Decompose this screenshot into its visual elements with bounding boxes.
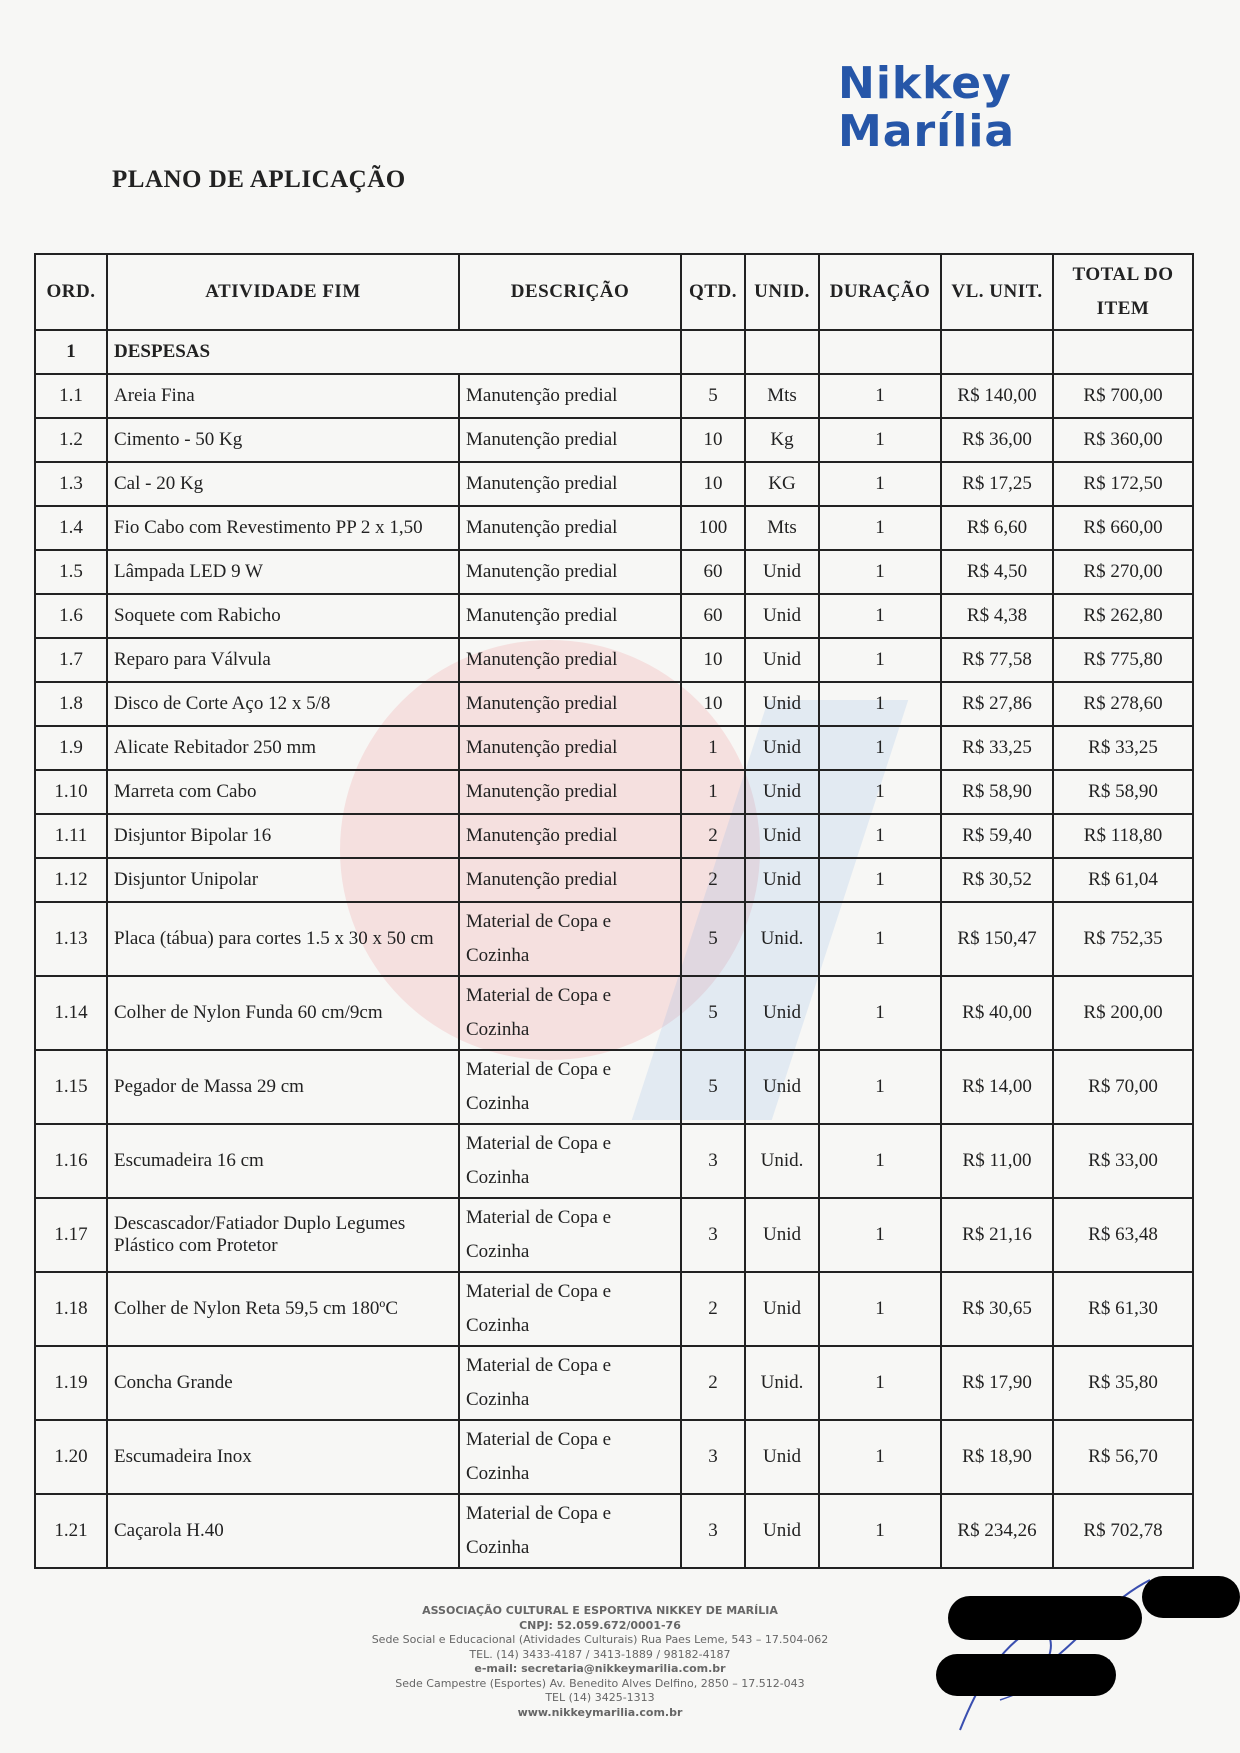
row-duracao: 1	[819, 638, 941, 682]
row-descricao: Manutenção predial	[459, 638, 681, 682]
row-vl-unit: R$ 11,00	[941, 1124, 1053, 1198]
table-row	[35, 1346, 1193, 1420]
footer-tel-1: TEL. (14) 3433-4187 / 3413-1889 / 98182-4187	[469, 1647, 731, 1661]
row-atividade: Reparo para Válvula	[107, 638, 459, 682]
section-row	[35, 330, 1193, 374]
row-atividade: Soquete com Rabicho	[107, 594, 459, 638]
row-total: R$ 70,00	[1053, 1050, 1193, 1124]
row-duracao: 1	[819, 976, 941, 1050]
row-duracao: 1	[819, 1198, 941, 1272]
table-row	[35, 594, 1193, 638]
footer-email: e-mail: secretaria@nikkeymarilia.com.br	[474, 1662, 726, 1675]
empty-cell	[745, 330, 819, 374]
row-ord: 1.4	[35, 506, 107, 550]
row-ord: 1.18	[35, 1272, 107, 1346]
table-row	[35, 1420, 1193, 1494]
row-unid: Unid	[745, 638, 819, 682]
row-qtd: 3	[681, 1420, 745, 1494]
row-qtd: 1	[681, 770, 745, 814]
empty-cell	[1053, 330, 1193, 374]
row-ord: 1.6	[35, 594, 107, 638]
row-ord: 1.11	[35, 814, 107, 858]
row-unid: Unid.	[745, 1124, 819, 1198]
row-unid: Unid	[745, 976, 819, 1050]
row-total: R$ 278,60	[1053, 682, 1193, 726]
row-descricao: Manutenção predial	[459, 506, 681, 550]
row-unid: Unid	[745, 770, 819, 814]
footer-org: ASSOCIAÇÃO CULTURAL E ESPORTIVA NIKKEY DE MARÍLIA	[422, 1604, 778, 1617]
row-duracao: 1	[819, 1420, 941, 1494]
footer-address	[300, 1604, 900, 1720]
row-descricao: Manutenção predial	[459, 462, 681, 506]
footer-sede-campestre: Sede Campestre (Esportes) Av. Benedito Alves Delfino, 2850 – 17.512-043	[395, 1676, 805, 1690]
row-atividade: Colher de Nylon Reta 59,5 cm 180ºC	[107, 1272, 459, 1346]
row-qtd: 10	[681, 462, 745, 506]
row-duracao: 1	[819, 1346, 941, 1420]
row-duracao: 1	[819, 418, 941, 462]
row-qtd: 10	[681, 638, 745, 682]
table-row	[35, 506, 1193, 550]
row-qtd: 5	[681, 902, 745, 976]
row-descricao: Material de Copa e Cozinha	[459, 1050, 681, 1124]
row-total: R$ 61,04	[1053, 858, 1193, 902]
row-total: R$ 660,00	[1053, 506, 1193, 550]
row-descricao: Manutenção predial	[459, 550, 681, 594]
row-ord: 1.14	[35, 976, 107, 1050]
row-vl-unit: R$ 140,00	[941, 374, 1053, 418]
row-duracao: 1	[819, 814, 941, 858]
col-total: TOTAL DO ITEM	[1053, 254, 1193, 330]
row-unid: Kg	[745, 418, 819, 462]
row-descricao: Material de Copa e Cozinha	[459, 1124, 681, 1198]
row-unid: KG	[745, 462, 819, 506]
row-vl-unit: R$ 77,58	[941, 638, 1053, 682]
section-ord: 1	[35, 330, 107, 374]
row-qtd: 5	[681, 1050, 745, 1124]
row-vl-unit: R$ 4,38	[941, 594, 1053, 638]
row-qtd: 60	[681, 550, 745, 594]
row-ord: 1.13	[35, 902, 107, 976]
row-duracao: 1	[819, 594, 941, 638]
row-ord: 1.10	[35, 770, 107, 814]
row-total: R$ 702,78	[1053, 1494, 1193, 1568]
row-total: R$ 61,30	[1053, 1272, 1193, 1346]
row-descricao: Material de Copa e Cozinha	[459, 1272, 681, 1346]
row-unid: Unid	[745, 1050, 819, 1124]
row-unid: Unid	[745, 726, 819, 770]
row-total: R$ 35,80	[1053, 1346, 1193, 1420]
footer-sede-social: Sede Social e Educacional (Atividades Culturais) Rua Paes Leme, 543 – 17.504-062	[371, 1633, 829, 1646]
row-atividade: Escumadeira 16 cm	[107, 1124, 459, 1198]
row-descricao: Material de Copa e Cozinha	[459, 976, 681, 1050]
row-unid: Unid.	[745, 902, 819, 976]
table-row	[35, 726, 1193, 770]
row-descricao: Manutenção predial	[459, 858, 681, 902]
col-ord: ORD.	[35, 254, 107, 330]
row-descricao: Material de Copa e Cozinha	[459, 1420, 681, 1494]
application-plan-table	[34, 253, 1194, 1569]
row-vl-unit: R$ 40,00	[941, 976, 1053, 1050]
row-ord: 1.2	[35, 418, 107, 462]
row-ord: 1.7	[35, 638, 107, 682]
table-row	[35, 682, 1193, 726]
row-unid: Unid	[745, 1272, 819, 1346]
row-duracao: 1	[819, 1050, 941, 1124]
row-qtd: 3	[681, 1124, 745, 1198]
row-vl-unit: R$ 36,00	[941, 418, 1053, 462]
table-row	[35, 638, 1193, 682]
row-atividade: Disjuntor Bipolar 16	[107, 814, 459, 858]
row-atividade: Alicate Rebitador 250 mm	[107, 726, 459, 770]
row-vl-unit: R$ 59,40	[941, 814, 1053, 858]
row-qtd: 10	[681, 418, 745, 462]
row-total: R$ 360,00	[1053, 418, 1193, 462]
row-unid: Unid	[745, 1198, 819, 1272]
row-atividade: Disjuntor Unipolar	[107, 858, 459, 902]
footer-cnpj: CNPJ: 52.059.672/0001-76	[519, 1618, 681, 1632]
row-unid: Unid	[745, 814, 819, 858]
row-vl-unit: R$ 18,90	[941, 1420, 1053, 1494]
row-unid: Unid	[745, 1494, 819, 1568]
row-duracao: 1	[819, 682, 941, 726]
row-duracao: 1	[819, 1124, 941, 1198]
col-qtd: QTD.	[681, 254, 745, 330]
row-ord: 1.15	[35, 1050, 107, 1124]
row-atividade: Descascador/Fatiador Duplo Legumes Plástico com Protetor	[107, 1198, 459, 1272]
empty-cell	[819, 330, 941, 374]
row-qtd: 10	[681, 682, 745, 726]
row-qtd: 3	[681, 1494, 745, 1568]
row-ord: 1.12	[35, 858, 107, 902]
row-vl-unit: R$ 234,26	[941, 1494, 1053, 1568]
row-duracao: 1	[819, 374, 941, 418]
row-vl-unit: R$ 30,65	[941, 1272, 1053, 1346]
row-atividade: Colher de Nylon Funda 60 cm/9cm	[107, 976, 459, 1050]
col-atividade: ATIVIDADE FIM	[107, 254, 459, 330]
row-qtd: 2	[681, 858, 745, 902]
row-unid: Unid	[745, 1420, 819, 1494]
page-title: PLANO DE APLICAÇÃO	[112, 166, 406, 193]
nikkey-marilia-logo	[838, 60, 1068, 156]
row-atividade: Concha Grande	[107, 1346, 459, 1420]
row-total: R$ 700,00	[1053, 374, 1193, 418]
row-atividade: Marreta com Cabo	[107, 770, 459, 814]
row-vl-unit: R$ 14,00	[941, 1050, 1053, 1124]
row-unid: Unid.	[745, 1346, 819, 1420]
table-header-row	[35, 254, 1193, 330]
redaction-bar	[1142, 1576, 1240, 1618]
row-descricao: Manutenção predial	[459, 682, 681, 726]
row-descricao: Manutenção predial	[459, 770, 681, 814]
row-atividade: Placa (tábua) para cortes 1.5 x 30 x 50 cm	[107, 902, 459, 976]
row-atividade: Escumadeira Inox	[107, 1420, 459, 1494]
row-descricao: Manutenção predial	[459, 594, 681, 638]
table-row	[35, 902, 1193, 976]
table-row	[35, 374, 1193, 418]
row-descricao: Material de Copa e Cozinha	[459, 1494, 681, 1568]
redaction-bar	[936, 1654, 1116, 1696]
row-atividade: Fio Cabo com Revestimento PP 2 x 1,50	[107, 506, 459, 550]
row-atividade: Lâmpada LED 9 W	[107, 550, 459, 594]
row-duracao: 1	[819, 770, 941, 814]
row-ord: 1.5	[35, 550, 107, 594]
row-unid: Mts	[745, 374, 819, 418]
row-vl-unit: R$ 4,50	[941, 550, 1053, 594]
row-ord: 1.9	[35, 726, 107, 770]
row-vl-unit: R$ 17,90	[941, 1346, 1053, 1420]
row-vl-unit: R$ 33,25	[941, 726, 1053, 770]
row-atividade: Disco de Corte Aço 12 x 5/8	[107, 682, 459, 726]
row-duracao: 1	[819, 902, 941, 976]
logo-line-2: Marília	[838, 106, 1016, 157]
row-total: R$ 172,50	[1053, 462, 1193, 506]
row-duracao: 1	[819, 506, 941, 550]
row-duracao: 1	[819, 550, 941, 594]
row-atividade: Cimento - 50 Kg	[107, 418, 459, 462]
col-duracao: DURAÇÃO	[819, 254, 941, 330]
row-total: R$ 200,00	[1053, 976, 1193, 1050]
row-total: R$ 270,00	[1053, 550, 1193, 594]
col-unid: UNID.	[745, 254, 819, 330]
row-total: R$ 775,80	[1053, 638, 1193, 682]
logo-line-1: Nikkey	[838, 58, 1012, 109]
table-row	[35, 770, 1193, 814]
row-unid: Unid	[745, 594, 819, 638]
table-row	[35, 1050, 1193, 1124]
col-descricao: DESCRIÇÃO	[459, 254, 681, 330]
row-qtd: 5	[681, 976, 745, 1050]
row-ord: 1.16	[35, 1124, 107, 1198]
row-total: R$ 262,80	[1053, 594, 1193, 638]
row-vl-unit: R$ 21,16	[941, 1198, 1053, 1272]
table-row	[35, 1494, 1193, 1568]
row-vl-unit: R$ 27,86	[941, 682, 1053, 726]
row-vl-unit: R$ 150,47	[941, 902, 1053, 976]
row-unid: Unid	[745, 858, 819, 902]
row-total: R$ 752,35	[1053, 902, 1193, 976]
row-descricao: Manutenção predial	[459, 726, 681, 770]
table-row	[35, 550, 1193, 594]
table-row	[35, 976, 1193, 1050]
row-ord: 1.20	[35, 1420, 107, 1494]
section-label: DESPESAS	[107, 330, 681, 374]
row-duracao: 1	[819, 1494, 941, 1568]
row-duracao: 1	[819, 1272, 941, 1346]
row-qtd: 100	[681, 506, 745, 550]
row-unid: Unid	[745, 682, 819, 726]
table-row	[35, 1272, 1193, 1346]
row-duracao: 1	[819, 726, 941, 770]
row-vl-unit: R$ 17,25	[941, 462, 1053, 506]
row-ord: 1.21	[35, 1494, 107, 1568]
row-vl-unit: R$ 6,60	[941, 506, 1053, 550]
row-descricao: Manutenção predial	[459, 374, 681, 418]
row-descricao: Manutenção predial	[459, 418, 681, 462]
row-atividade: Caçarola H.40	[107, 1494, 459, 1568]
row-total: R$ 58,90	[1053, 770, 1193, 814]
empty-cell	[941, 330, 1053, 374]
col-vl-unit: VL. UNIT.	[941, 254, 1053, 330]
row-total: R$ 63,48	[1053, 1198, 1193, 1272]
row-descricao: Material de Copa e Cozinha	[459, 902, 681, 976]
row-qtd: 3	[681, 1198, 745, 1272]
table-row	[35, 858, 1193, 902]
row-qtd: 2	[681, 1346, 745, 1420]
row-total: R$ 33,00	[1053, 1124, 1193, 1198]
row-qtd: 60	[681, 594, 745, 638]
row-total: R$ 56,70	[1053, 1420, 1193, 1494]
row-total: R$ 33,25	[1053, 726, 1193, 770]
row-unid: Unid	[745, 550, 819, 594]
row-ord: 1.19	[35, 1346, 107, 1420]
row-ord: 1.17	[35, 1198, 107, 1272]
row-qtd: 2	[681, 1272, 745, 1346]
table-row	[35, 1198, 1193, 1272]
row-ord: 1.3	[35, 462, 107, 506]
row-descricao: Manutenção predial	[459, 814, 681, 858]
empty-cell	[681, 330, 745, 374]
row-descricao: Material de Copa e Cozinha	[459, 1346, 681, 1420]
redaction-bar	[948, 1596, 1142, 1640]
row-qtd: 2	[681, 814, 745, 858]
row-atividade: Cal - 20 Kg	[107, 462, 459, 506]
table-row	[35, 462, 1193, 506]
footer-tel-2: TEL (14) 3425-1313	[545, 1691, 655, 1704]
row-qtd: 1	[681, 726, 745, 770]
row-vl-unit: R$ 58,90	[941, 770, 1053, 814]
row-descricao: Material de Copa e Cozinha	[459, 1198, 681, 1272]
row-atividade: Areia Fina	[107, 374, 459, 418]
row-unid: Mts	[745, 506, 819, 550]
table-row	[35, 1124, 1193, 1198]
row-ord: 1.8	[35, 682, 107, 726]
row-total: R$ 118,80	[1053, 814, 1193, 858]
table-row	[35, 418, 1193, 462]
row-duracao: 1	[819, 462, 941, 506]
table-row	[35, 814, 1193, 858]
row-ord: 1.1	[35, 374, 107, 418]
row-atividade: Pegador de Massa 29 cm	[107, 1050, 459, 1124]
row-qtd: 5	[681, 374, 745, 418]
row-duracao: 1	[819, 858, 941, 902]
row-vl-unit: R$ 30,52	[941, 858, 1053, 902]
footer-site: www.nikkeymarilia.com.br	[517, 1705, 683, 1719]
